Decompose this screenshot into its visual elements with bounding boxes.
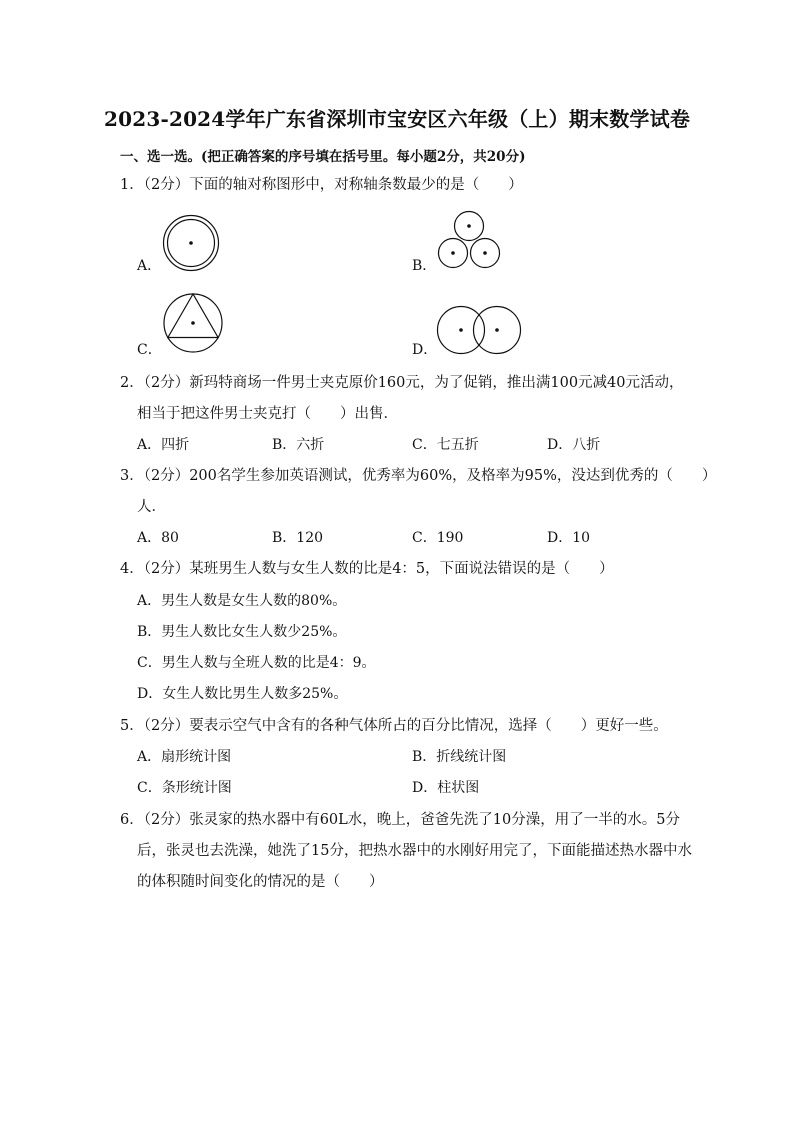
q2-option-d: D．八折 — [547, 437, 601, 453]
q4-option-b: B．男生人数比女生人数少25%。 — [137, 624, 347, 640]
q3-option-a: A．80 — [137, 530, 179, 546]
question-6-line-2: 后，张灵也去洗澡，她洗了15分，把热水器中的水刚好用完了，下面能描述热水器中水 — [137, 843, 692, 859]
two-overlapping-circles-figure — [436, 305, 522, 355]
question-text: （2分）要表示空气中含有的各种气体所占的百分比情况，选择（ ）更好一些。 — [143, 718, 668, 734]
three-circles-figure — [436, 210, 502, 272]
question-number: 5． — [120, 718, 144, 734]
question-2-line-2: 相当于把这件男士夹克打（ ）出售． — [137, 406, 398, 422]
q4-option-c: C．男生人数与全班人数的比是4：9。 — [137, 655, 376, 671]
question-4 — [120, 559, 614, 579]
question-number: 6． — [120, 812, 144, 828]
question-5 — [120, 716, 668, 736]
right-dot — [495, 328, 499, 332]
q2-option-a: A．四折 — [137, 437, 190, 453]
question-6-line-3: 的体积随时间变化的情况的是（ ） — [137, 874, 384, 890]
question-6 — [120, 810, 680, 830]
triangle-in-circle-figure — [162, 292, 224, 354]
concentric-circles-figure — [162, 214, 220, 272]
question-2 — [120, 373, 684, 393]
q1-option-a-label: A． — [137, 258, 162, 274]
question-number: 2． — [120, 375, 144, 391]
q3-option-b: B．120 — [272, 530, 324, 546]
question-text: （2分）张灵家的热水器中有60L水，晚上，爸爸先洗了10分澡，用了一半的水。5分 — [143, 812, 680, 828]
question-text: （2分）某班男生人数与女生人数的比是4：5，下面说法错误的是（ ） — [143, 561, 614, 577]
question-3 — [120, 466, 716, 486]
q1-option-b-label: B． — [412, 258, 437, 274]
section-heading: 一、选一选。(把正确答案的序号填在括号里。每小题2分，共20分) — [120, 149, 526, 165]
q1-option-d-label: D． — [412, 342, 438, 358]
question-text: （2分）200名学生参加英语测试，优秀率为60%，及格率为95%，没达到优秀的（ ） — [143, 468, 717, 484]
q5-option-a: A．扇形统计图 — [137, 749, 232, 765]
right-dot — [483, 251, 487, 255]
center-dot — [189, 241, 193, 245]
question-1 — [120, 175, 523, 195]
q2-option-b: B．六折 — [272, 437, 325, 453]
q5-option-c: C．条形统计图 — [137, 780, 232, 796]
question-number: 4． — [120, 561, 144, 577]
question-number: 1． — [120, 177, 144, 193]
top-dot — [467, 224, 471, 228]
page-title: 2023-2024学年广东省深圳市宝安区六年级（上）期末数学试卷 — [103, 107, 691, 131]
left-dot — [451, 251, 455, 255]
q4-option-a: A．男生人数是女生人数的80%。 — [137, 593, 347, 609]
q5-option-b: B．折线统计图 — [412, 749, 507, 765]
question-number: 3． — [120, 468, 144, 484]
q3-option-c: C．190 — [412, 530, 464, 546]
question-text: （2分）下面的轴对称图形中，对称轴条数最少的是（ ） — [143, 177, 523, 193]
center-dot — [191, 321, 195, 325]
q3-option-d: D．10 — [547, 530, 591, 546]
question-text: （2分）新玛特商场一件男士夹克原价160元，为了促销，推出满100元减40元活动， — [143, 375, 684, 391]
q4-option-d: D．女生人数比男生人数多25%。 — [137, 686, 348, 702]
q1-option-c-label: C． — [137, 342, 162, 358]
left-dot — [459, 328, 463, 332]
q5-option-d: D．柱状图 — [412, 780, 480, 796]
q2-option-c: C．七五折 — [412, 437, 479, 453]
question-3-line-2: 人． — [137, 499, 166, 515]
